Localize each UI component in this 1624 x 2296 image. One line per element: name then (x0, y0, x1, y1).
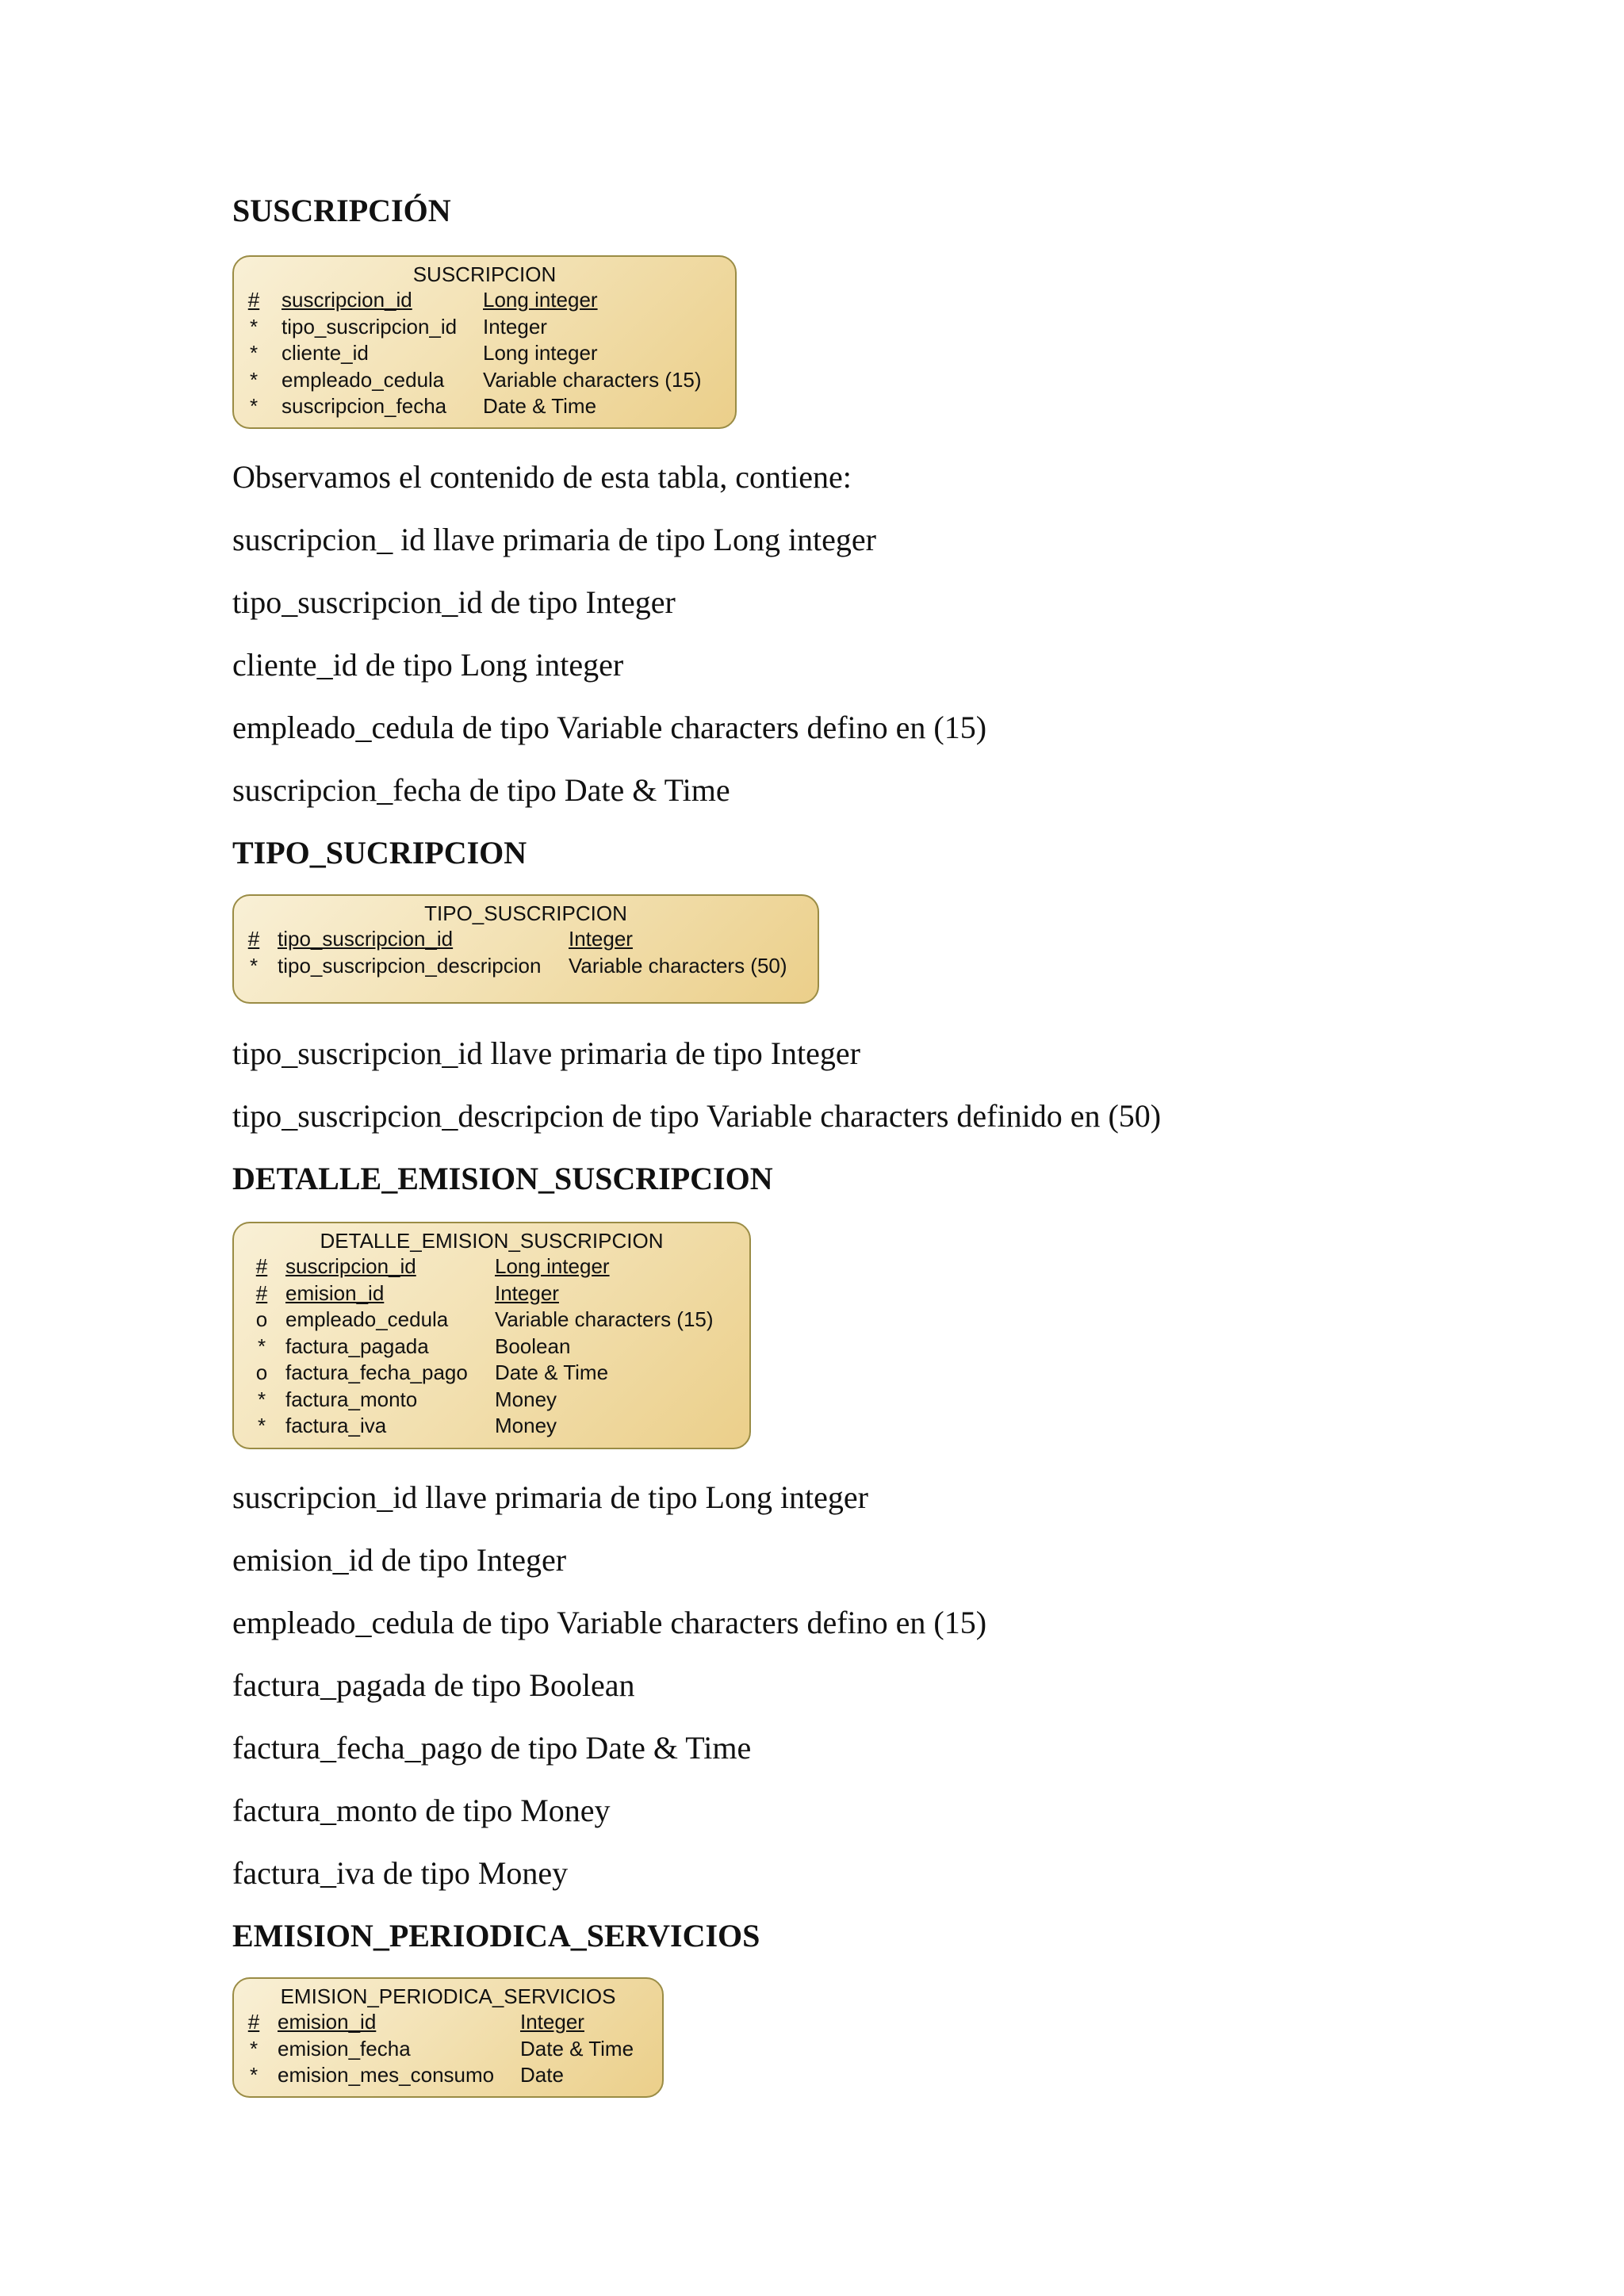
paragraph: suscripcion_fecha de tipo Date & Time (232, 772, 730, 808)
column-marker: o (255, 1360, 268, 1384)
entity-column-row (234, 1387, 749, 1414)
column-name: emision_mes_consumo (278, 2063, 495, 2087)
entity-title: DETALLE_EMISION_SUSCRIPCION (320, 1229, 664, 1253)
column-type: Money (495, 1387, 557, 1411)
column-name: emision_id (278, 2010, 377, 2034)
column-marker: * (249, 2036, 259, 2061)
column-marker: * (257, 1334, 266, 1358)
paragraph: tipo_suscripcion_id llave primaria de tipo Integer (232, 1035, 860, 1071)
entity-box (232, 1222, 751, 1449)
column-type: Integer (483, 314, 547, 339)
entity-box (232, 894, 819, 1004)
column-type: Variable characters (15) (483, 367, 702, 392)
paragraph: factura_monto de tipo Money (232, 1793, 611, 1828)
entity-column-row (234, 314, 735, 341)
column-marker: * (257, 1387, 266, 1411)
entity-column-row (234, 393, 735, 420)
column-marker: * (249, 314, 259, 339)
column-marker: # (255, 1254, 268, 1278)
column-name: empleado_cedula (282, 367, 445, 392)
column-marker: * (249, 2063, 259, 2087)
entity-column-row (234, 2009, 662, 2036)
section-heading: DETALLE_EMISION_SUSCRIPCION (232, 1161, 773, 1196)
column-name: factura_monto (285, 1387, 418, 1411)
column-marker: # (247, 927, 260, 951)
paragraph: factura_iva de tipo Money (232, 1855, 569, 1891)
column-name: tipo_suscripcion_id (282, 314, 458, 339)
column-marker: * (249, 394, 259, 418)
column-name: empleado_cedula (285, 1307, 449, 1331)
entity-column-row (234, 1334, 749, 1360)
paragraph: Observamos el contenido de esta tabla, contiene: (232, 459, 852, 495)
paragraph: suscripcion_ id llave primaria de tipo Long integer (232, 522, 876, 557)
entity-columns (234, 2009, 662, 2089)
column-marker: * (249, 367, 259, 392)
column-type: Variable characters (50) (569, 953, 787, 978)
paragraph: tipo_suscripcion_id de tipo Integer (232, 584, 676, 620)
entity-column-row (234, 1307, 749, 1334)
column-name: factura_fecha_pago (285, 1360, 468, 1384)
entity-column-row (234, 2036, 662, 2063)
column-name: emision_fecha (278, 2036, 411, 2061)
entity-column-row (234, 1360, 749, 1387)
column-type: Integer (520, 2010, 584, 2034)
paragraph: empleado_cedula de tipo Variable characters defino en (15) (232, 1605, 987, 1640)
column-type: Money (495, 1414, 557, 1437)
column-marker: * (249, 953, 259, 978)
column-type: Integer (569, 927, 633, 951)
paragraph: factura_pagada de tipo Boolean (232, 1667, 635, 1703)
column-type: Integer (495, 1280, 559, 1305)
entity-column-row (234, 953, 818, 980)
column-marker: o (255, 1307, 268, 1331)
column-type: Long integer (495, 1254, 610, 1278)
column-type: Long integer (483, 341, 598, 365)
entity-column-row (234, 367, 735, 394)
column-marker: # (247, 288, 260, 312)
column-name: tipo_suscripcion_descripcion (278, 953, 542, 978)
entity-column-row (234, 926, 818, 953)
paragraph: factura_fecha_pago de tipo Date & Time (232, 1730, 752, 1766)
column-type: Long integer (483, 288, 598, 312)
entity-columns (234, 1253, 749, 1440)
column-name: factura_iva (285, 1414, 387, 1437)
entity-column-row (234, 1253, 749, 1280)
column-type: Date & Time (520, 2036, 634, 2061)
entity-box (232, 255, 737, 429)
entity-column-row (234, 1413, 749, 1440)
column-marker: * (257, 1414, 266, 1437)
entity-column-row (234, 340, 735, 367)
column-type: Date (520, 2063, 564, 2087)
column-type: Boolean (495, 1334, 571, 1358)
column-name: emision_id (285, 1280, 385, 1305)
paragraph: empleado_cedula de tipo Variable characters defino en (15) (232, 710, 987, 745)
column-type: Date & Time (483, 394, 597, 418)
column-type: Variable characters (15) (495, 1307, 714, 1331)
entity-columns (234, 926, 818, 979)
section-heading: TIPO_SUCRIPCION (232, 835, 527, 871)
column-name: factura_pagada (285, 1334, 429, 1358)
column-type: Date & Time (495, 1360, 609, 1384)
entity-column-row (234, 1280, 749, 1307)
entity-title: TIPO_SUSCRIPCION (424, 901, 627, 925)
column-name: suscripcion_id (285, 1254, 416, 1278)
entity-column-row (234, 287, 735, 314)
column-name: suscripcion_id (282, 288, 412, 312)
column-name: tipo_suscripcion_id (278, 927, 454, 951)
paragraph: tipo_suscripcion_descripcion de tipo Variable characters definido en (50) (232, 1098, 1162, 1134)
entity-title: SUSCRIPCION (412, 262, 557, 286)
entity-title: EMISION_PERIODICA_SERVICIOS (280, 1984, 616, 2008)
entity-column-row (234, 2062, 662, 2089)
column-marker: * (249, 341, 259, 365)
column-marker: # (247, 2010, 260, 2034)
column-name: cliente_id (282, 341, 369, 365)
column-marker: # (255, 1280, 268, 1305)
paragraph: cliente_id de tipo Long integer (232, 647, 624, 683)
paragraph: emision_id de tipo Integer (232, 1542, 567, 1578)
column-name: suscripcion_fecha (282, 394, 447, 418)
entity-box (232, 1977, 664, 2098)
paragraph: suscripcion_id llave primaria de tipo Long integer (232, 1479, 868, 1515)
section-heading: SUSCRIPCIÓN (232, 193, 451, 228)
entity-columns (234, 287, 735, 420)
section-heading: EMISION_PERIODICA_SERVICIOS (232, 1918, 760, 1954)
